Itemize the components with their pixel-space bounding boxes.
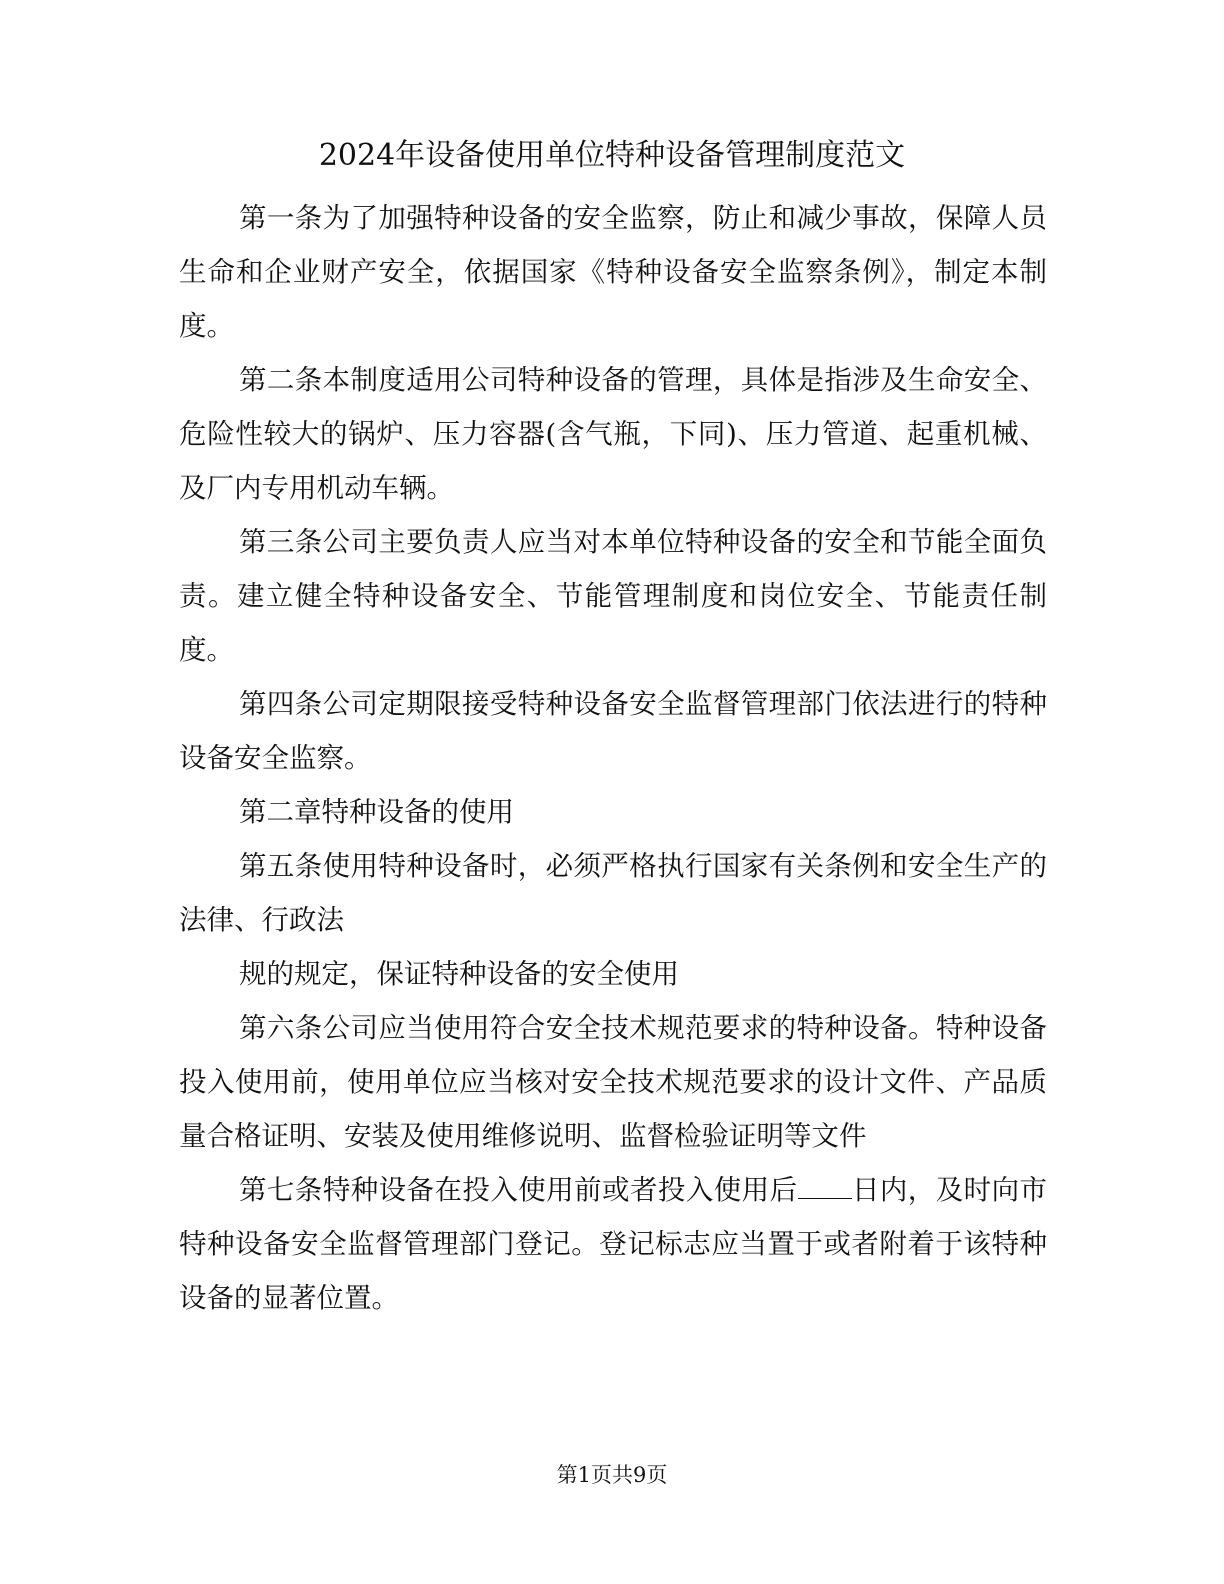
article-6-paragraph: 第六条公司应当使用符合安全技术规范要求的特种设备。特种设备投入使用前，使用单位应当核对安全技术规范要求的设计文件、产品质量合格证明、安装及使用维修说明、监督检验证明等文件 bbox=[179, 1012, 1047, 1152]
article-7-text-before-blank: 第七条特种设备在投入使用前或者投入使用后 bbox=[239, 1174, 798, 1206]
article-5-paragraph: 第五条使用特种设备时，必须严格执行国家有关条例和安全生产的法律、行政法 bbox=[179, 850, 1047, 936]
article-4-paragraph: 第四条公司定期限接受特种设备安全监督管理部门依法进行的特种设备安全监察。 bbox=[179, 688, 1047, 774]
document-body bbox=[179, 191, 1047, 1325]
article-7-text-after-blank: 日内，及时向市特种设备安全监督管理部门登记。登记标志应当置于或者附着于该特种设备的显著位置。 bbox=[179, 1174, 1048, 1314]
article-1-paragraph: 第一条为了加强特种设备的安全监察，防止和减少事故，保障人员生命和企业财产安全，依据国家《特种设备安全监察条例》，制定本制度。 bbox=[179, 202, 1047, 342]
article-7-paragraph bbox=[179, 1163, 1047, 1325]
article-5-continuation: 规的规定，保证特种设备的安全使用 bbox=[239, 958, 679, 990]
chapter-2-heading: 第二章特种设备的使用 bbox=[239, 796, 514, 828]
article-2-paragraph: 第二条本制度适用公司特种设备的管理，具体是指涉及生命安全、危险性较大的锅炉、压力容器(含气瓶，下同)、压力管道、起重机械、及厂内专用机动车辆。 bbox=[179, 364, 1047, 504]
page-number-footer: 第1页共9页 bbox=[556, 1463, 668, 1487]
fill-in-blank bbox=[798, 1174, 852, 1199]
article-3-paragraph: 第三条公司主要负责人应当对本单位特种设备的安全和节能全面负责。建立健全特种设备安全、节能管理制度和岗位安全、节能责任制度。 bbox=[179, 526, 1047, 666]
document-title: 2024年设备使用单位特种设备管理制度范文 bbox=[318, 138, 906, 173]
